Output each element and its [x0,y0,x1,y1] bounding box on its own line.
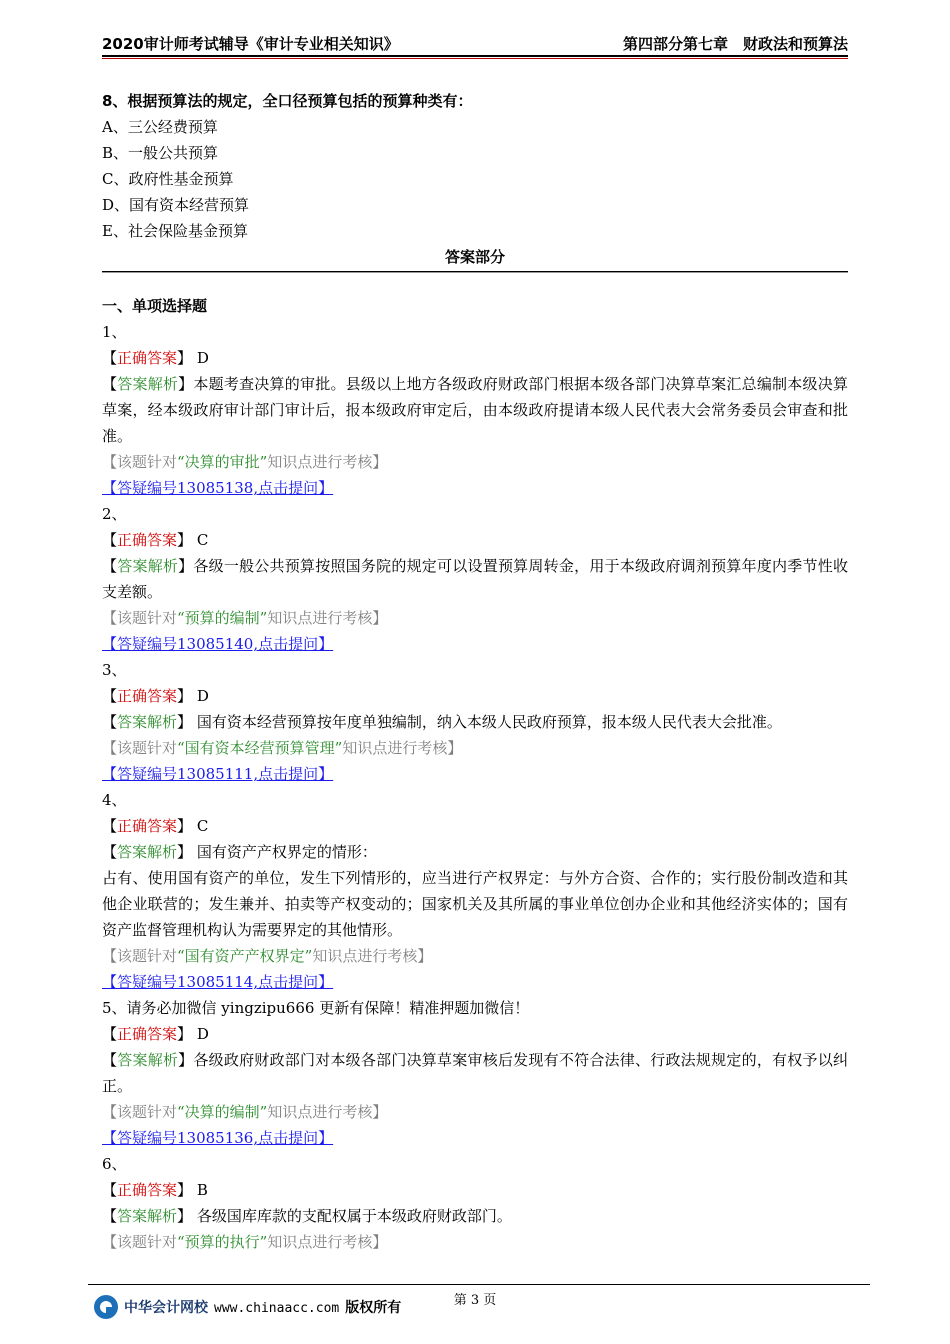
brand-name: 中华会计网校 [124,1300,208,1316]
answer-number: 4、 [102,791,127,809]
answer-analysis-detail: 占有、使用国有资产的单位，发生下列情形的，应当进行产权界定：与外方合资、合作的；实行股份制改造和其他企业联营的；发生兼并、拍卖等产权变动的；国家机关及其所属的事业单位创办企业和其他经济实体的；国有资产监督管理机构认为需要界定的其他情形。 [102,869,848,939]
answer-analysis: 【答案解析】本题考查决算的审批。县级以上地方各级政府财政部门根据本级各部门决算草案汇总编制本级决算草案，经本级政府审计部门审计后，报本级政府审定后，由本级政府提请本级人民代表大会常务委员会审查和批准。 [102,375,848,445]
page-header [102,33,848,55]
answer-analysis: 【答案解析】各级一般公共预算按照国务院的规定可以设置预算周转金，用于本级政府调剂预算年度内季节性收支差额。 [102,557,848,601]
question-stem: 8、根据预算法的规定，全口径预算包括的预算种类有： [102,92,473,110]
correct-answer: 【正确答案】 B [102,1181,208,1199]
section-subtitle: 一、单项选择题 [102,297,208,315]
ask-question-link[interactable]: 【答疑编号13085138,点击提问】 [102,479,334,497]
ask-question-link[interactable]: 【答疑编号13085114,点击提问】 [102,973,334,991]
ask-question-link[interactable]: 【答疑编号13085136,点击提问】 [102,1129,334,1147]
knowledge-point: 【该题针对“决算的编制”知识点进行考核】 [102,1103,388,1121]
correct-answer: 【正确答案】 C [102,531,209,549]
knowledge-point: 【该题针对“预算的执行”知识点进行考核】 [102,1233,388,1251]
footer-brand [94,1294,401,1320]
document-body [102,88,848,1255]
knowledge-point: 【该题针对“国有资本经营预算管理”知识点进行考核】 [102,739,463,757]
correct-answer: 【正确答案】 D [102,687,209,705]
header-rule [102,55,848,57]
answer-section-title: 答案部分 [444,248,505,266]
knowledge-point: 【该题针对“决算的审批”知识点进行考核】 [102,453,388,471]
chinaacc-logo-icon [94,1295,118,1319]
answer-analysis: 【答案解析】 国有资本经营预算按年度单独编制，纳入本级人民政府预算，报本级人民代表大会批准。 [102,713,782,731]
footer-rule [88,1284,870,1285]
knowledge-point: 【该题针对“国有资产产权界定”知识点进行考核】 [102,947,433,965]
answer-number: 2、 [102,505,127,523]
section-divider [102,271,848,273]
copyright-text: 版权所有 [345,1300,402,1316]
option-b: B、一般公共预算 [102,144,219,162]
answer-number: 3、 [102,661,127,679]
answer-number: 1、 [102,323,127,341]
answer-analysis: 【答案解析】各级政府财政部门对本级各部门决算草案审核后发现有不符合法律、行政法规规定的，有权予以纠正。 [102,1051,848,1095]
header-rule-red [102,58,848,59]
knowledge-point: 【该题针对“预算的编制”知识点进行考核】 [102,609,388,627]
correct-answer: 【正确答案】 D [102,349,209,367]
ask-question-link[interactable]: 【答疑编号13085140,点击提问】 [102,635,334,653]
option-c: C、政府性基金预算 [102,170,234,188]
answer-number: 6、 [102,1155,127,1173]
answer-analysis: 【答案解析】 国有资产产权界定的情形： [102,843,377,861]
brand-url: www.chinaacc.com [214,1301,340,1316]
correct-answer: 【正确答案】 C [102,817,209,835]
page-number: 第 3 页 [453,1293,497,1308]
option-e: E、社会保险基金预算 [102,222,248,240]
ask-question-link[interactable]: 【答疑编号13085111,点击提问】 [102,765,334,783]
answer-number: 5、请务必加微信 yingzipu666 更新有保障！精准押题加微信！ [102,999,530,1017]
correct-answer: 【正确答案】 D [102,1025,209,1043]
answer-analysis: 【答案解析】 各级国库库款的支配权属于本级政府财政部门。 [102,1207,512,1225]
option-d: D、国有资本经营预算 [102,196,250,214]
header-title: 2020审计师考试辅导《审计专业相关知识》 [102,35,399,53]
header-chapter: 第四部分第七章 财政法和预算法 [622,35,848,53]
option-a: A、三公经费预算 [102,118,218,136]
